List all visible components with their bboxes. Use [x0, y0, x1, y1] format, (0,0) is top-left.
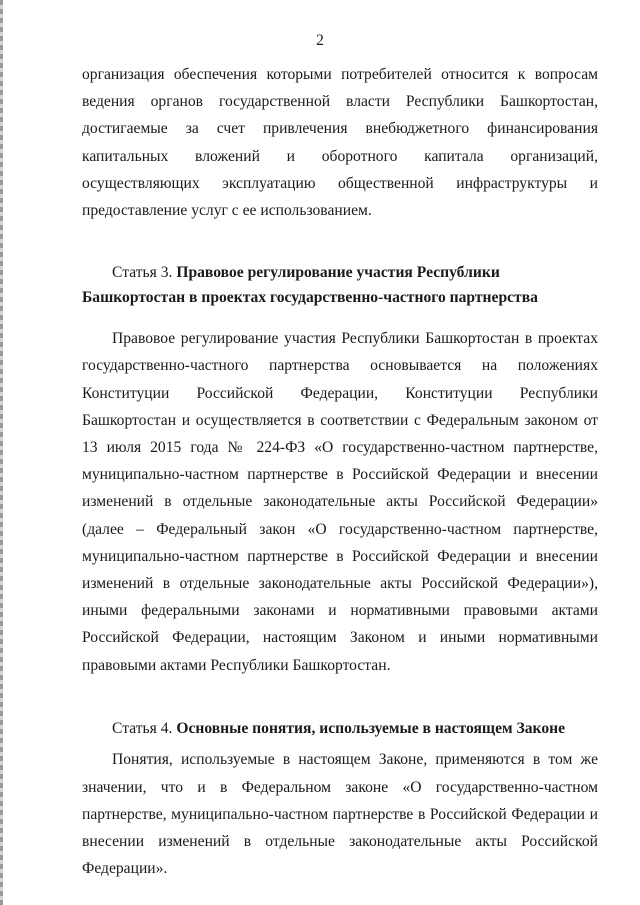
- article-4-prefix: Статья 4.: [112, 719, 177, 737]
- continuation-paragraph: организация обеспечения которыми потребителей относится к вопросам ведения органов государственной власти Республики Башкортостан, достигаемые за счет привлечения внебюджетного финансирования капитальных вложений и оборотного капитала организаций, осуществляющих эксплуатацию общественной инфраструктуры и предоставление услуг с ее использованием.: [82, 66, 598, 220]
- page-number: 2: [316, 32, 324, 49]
- scan-edge: [0, 0, 3, 905]
- article-3-title: Правовое регулирование участия Республики Башкортостан в проектах государственно-частного партнерства: [82, 264, 538, 306]
- document-body: [82, 61, 598, 882]
- article-3-body: Правовое регулирование участия Республики Башкортостан в проектах государственно-частного партнерства основывается на положениях Конституции Российской Федерации, Конституции Республики Башкортостан и осуществляется в соответствии с Федеральным законом от 13 июля 2015 года № 224-ФЗ «О государственно-частном партнерстве, муниципально-частном партнерстве в Российской Федерации и внесении изменений в отдельные законодательные акты Российской Федерации» (далее – Федеральный закон «О государственно-частном партнерстве, муниципально-частном партнерстве в Российской Федерации и внесении изменений в отдельные законодательные акты Российской Федерации»), иными федеральными законами и нормативными правовыми актами Российской Федерации, настоящим Законом и иными нормативными правовыми актами Республики Башкортостан.: [82, 330, 598, 674]
- article-3-heading: [82, 261, 598, 310]
- article-4-heading: [82, 717, 598, 742]
- article-3-prefix: Статья 3.: [112, 264, 177, 282]
- article-4-title: Основные понятия, используемые в настоящем Законе: [176, 719, 566, 737]
- article-4-body: Понятия, используемые в настоящем Законе, применяются в том же значении, что и в Федеральном законе «О государственно-частном партнерстве, муниципально-частном партнерстве в Российской Федерации и внесении изменений в отдельные законодательные акты Российской Федерации».: [82, 751, 598, 878]
